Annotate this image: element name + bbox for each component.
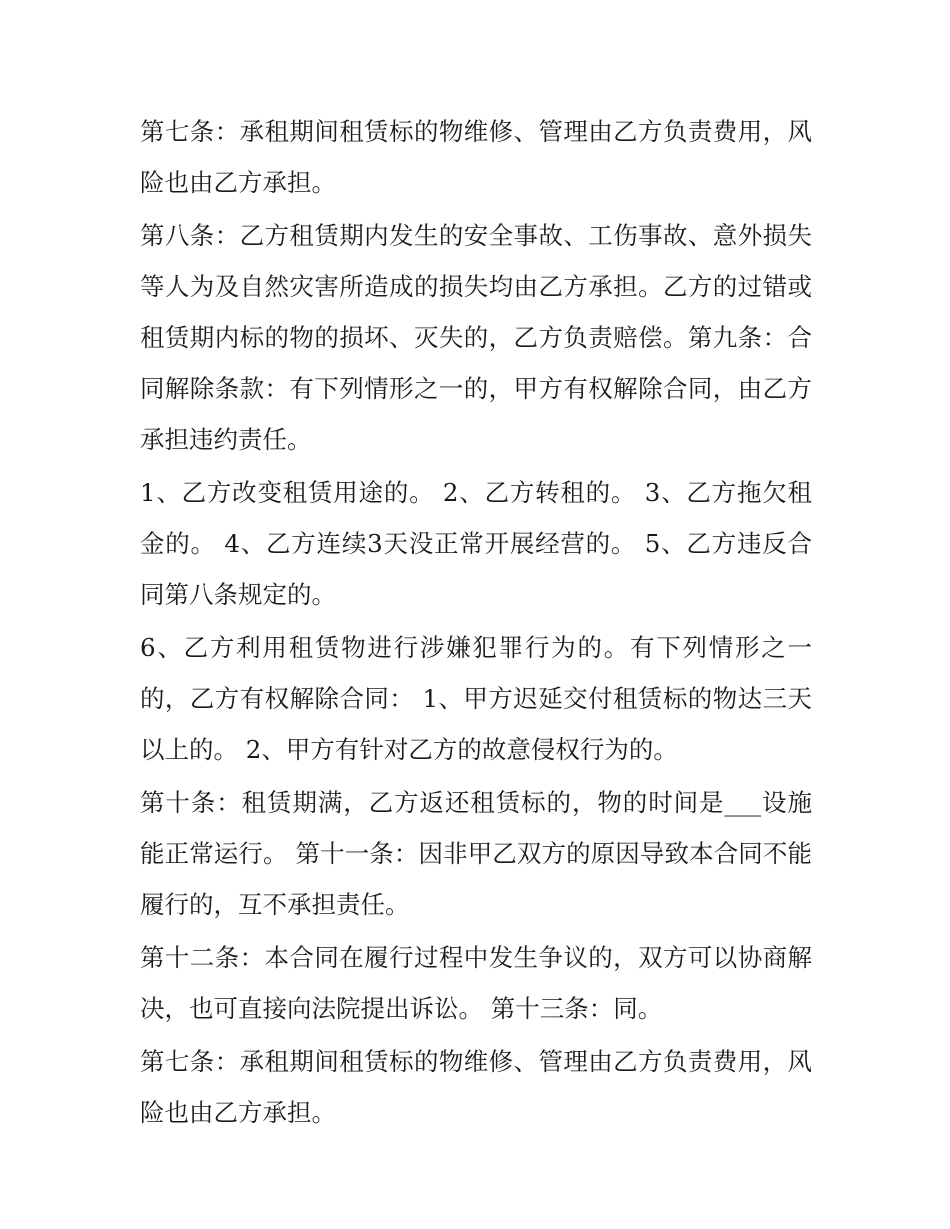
paragraph-article-10-11: 第十条：租赁期满，乙方返还租赁标的，物的时间是___设施能正常运行。 第十一条：因非甲乙双方的原因导致本合同不能履行的，互不承担责任。 xyxy=(140,788,812,919)
paragraph-article-8-9: 第八条：乙方租赁期内发生的安全事故、工伤事故、意外损失等人为及自然灾害所造成的损失均由乙方承担。乙方的过错或租赁期内标的物的损坏、灭失的，乙方负责赔偿。第九条：合同解除条款：有下列情形之一的，甲方有权解除合同，由乙方承担违约责任。 xyxy=(140,221,812,454)
paragraph-termination-list-a: 1、乙方改变租赁用途的。 2、乙方转租的。 3、乙方拖欠租金的。 4、乙方连续3天没正常开展经营的。 5、乙方违反合同第八条规定的。 xyxy=(140,478,812,609)
paragraph-article-7: 第七条：承租期间租赁标的物维修、管理由乙方负责费用，风险也由乙方承担。 xyxy=(140,117,812,197)
paragraph-article-12-13: 第十二条：本合同在履行过程中发生争议的，双方可以协商解决，也可直接向法院提出诉讼。 第十三条：同。 xyxy=(140,943,812,1023)
paragraph-termination-list-b: 6、乙方利用租赁物进行涉嫌犯罪行为的。有下列情形之一的，乙方有权解除合同： 1、甲方迟延交付租赁标的物达三天以上的。 2、甲方有针对乙方的故意侵权行为的。 xyxy=(140,633,812,764)
document-body xyxy=(140,106,812,1140)
paragraph-article-7-repeat: 第七条：承租期间租赁标的物维修、管理由乙方负责费用，风险也由乙方承担。 xyxy=(140,1047,812,1127)
